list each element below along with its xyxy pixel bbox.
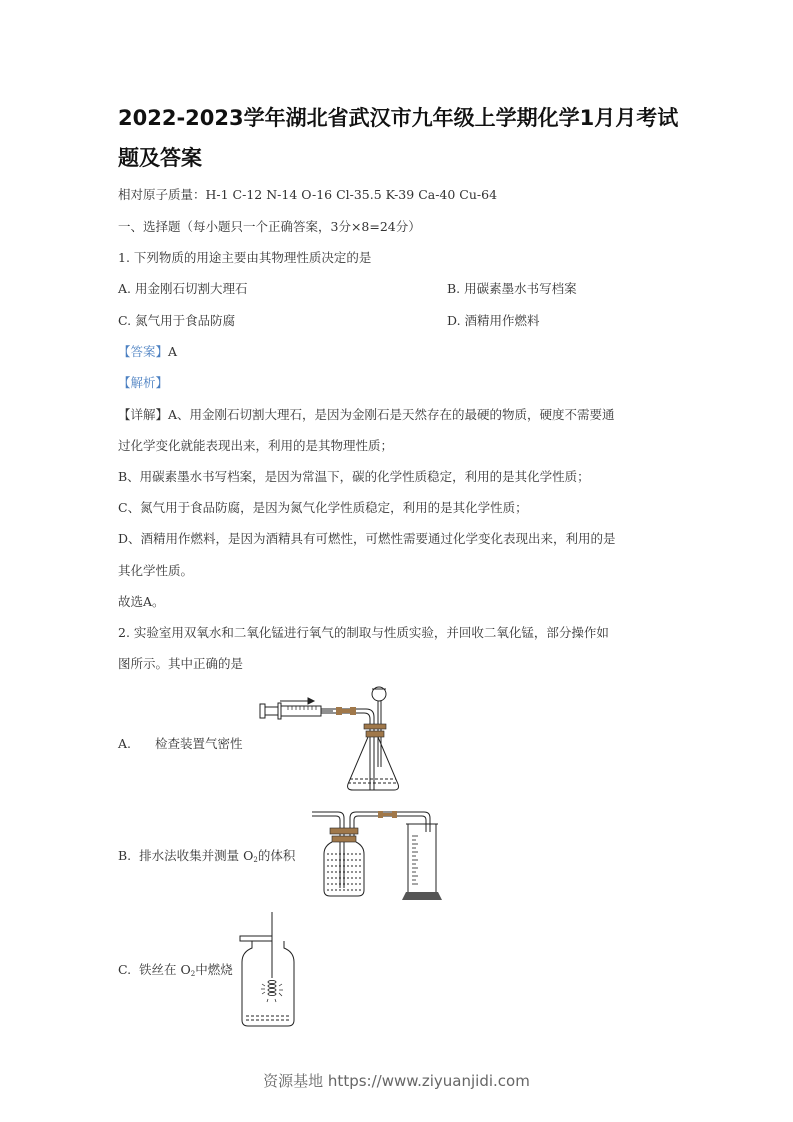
conclusion-line: 故选A。: [118, 594, 165, 609]
section-heading: 一、选择题（每小题只一个正确答案，3分×8=24分）: [118, 219, 421, 234]
q1-option-d: D. 酒精用作燃料: [447, 313, 540, 328]
detail-line: B、用碳素墨水书写档案，是因为常温下，碳的化学性质稳定，利用的是其化学性质；: [118, 469, 590, 484]
document-title-cont: 题及答案: [118, 146, 202, 170]
detail-line: C、氮气用于食品防腐，是因为氮气化学性质稳定，利用的是其化学性质；: [118, 500, 528, 515]
iron-wire-combustion-figure: [238, 910, 300, 1030]
q1-option-c: C. 氮气用于食品防腐: [118, 313, 236, 328]
question-2-stem-cont: 图所示。其中正确的是: [118, 656, 244, 671]
answer-value: A: [168, 344, 178, 359]
q2-option-c-label: C. 铁丝在 $O_2$中燃烧: [118, 962, 233, 978]
detail-line: 【详解】A、用金刚石切割大理石，是因为金刚石是天然存在的最硬的物质，硬度不需要通: [118, 407, 615, 422]
answer-line: [118, 343, 177, 361]
q1-option-b: B. 用碳素墨水书写档案: [447, 281, 577, 296]
q2-option-b-label: B. 排水法收集并测量 $O_2$的体积: [118, 848, 296, 864]
question-2-stem: 2. 实验室用双氧水和二氧化锰进行氧气的制取与性质实验，并回收二氧化锰，部分操作如: [118, 625, 609, 640]
analysis-tag: 【解析】: [118, 375, 169, 390]
airtightness-check-apparatus-figure: [258, 682, 408, 802]
detail-line: 过化学变化就能表现出来，利用的是其物理性质；: [118, 438, 394, 453]
detail-line: D、酒精用作燃料，是因为酒精具有可燃性，可燃性需要通过化学变化表现出来，利用的是: [118, 531, 616, 546]
document-title: 2022-2023学年湖北省武汉市九年级上学期化学1月月考试: [118, 106, 679, 130]
detail-line: 其化学性质。: [118, 563, 194, 578]
q2-option-a-label: A. 检查装置气密性: [118, 736, 243, 751]
water-displacement-collection-figure: [312, 808, 447, 903]
answer-tag: 【答案】: [118, 344, 169, 359]
question-1-stem: 1. 下列物质的用途主要由其物理性质决定的是: [118, 250, 372, 265]
watermark-footer: 资源基地 https://www.ziyuanjidi.com: [263, 1072, 530, 1090]
q1-option-a: A. 用金刚石切割大理石: [118, 281, 248, 296]
atomic-masses: 相对原子质量：H-1 C-12 N-14 O-16 Cl-35.5 K-39 Ca-40 Cu-64: [118, 187, 498, 202]
